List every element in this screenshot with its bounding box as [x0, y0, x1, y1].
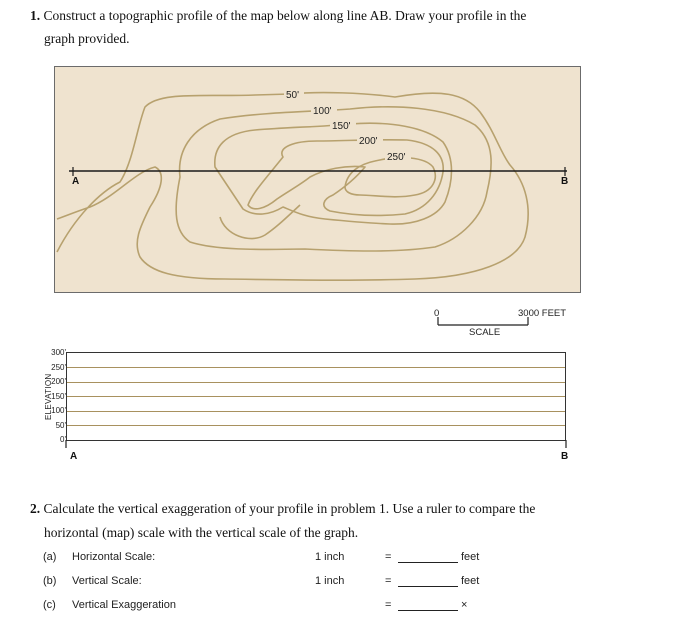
- row-a-unit: feet: [461, 551, 480, 563]
- contour-200: [248, 140, 443, 216]
- row-a-answer[interactable]: [398, 551, 479, 563]
- contour-label-150: 150': [332, 121, 351, 132]
- row-c-label: Vertical Exaggeration: [72, 599, 176, 611]
- y-tick-300: 300': [51, 348, 66, 357]
- map-point-a-label: A: [72, 176, 80, 187]
- row-a-inch: 1 inch: [315, 551, 345, 563]
- contour-label-100: 100': [313, 106, 332, 117]
- row-a-blank[interactable]: [398, 551, 458, 563]
- row-b-blank[interactable]: [398, 575, 458, 587]
- contour-label-200: 200': [359, 136, 378, 147]
- topographic-map: [54, 66, 581, 293]
- y-tick-0: 0': [60, 435, 66, 444]
- map-point-b-label: B: [561, 176, 569, 187]
- graph-edge-ticks: [62, 352, 574, 452]
- row-b-letter: (b): [43, 575, 57, 587]
- question-1-line-2: graph provided.: [44, 31, 130, 46]
- row-b-answer[interactable]: [398, 575, 479, 587]
- scale-zero: 0: [434, 308, 440, 319]
- row-a-label: Horizontal Scale:: [72, 551, 156, 563]
- y-tick-150: 150': [51, 392, 66, 401]
- graph-point-b-label: B: [561, 451, 569, 462]
- question-2-line-2: horizontal (map) scale with the vertical scale of the graph.: [44, 525, 359, 540]
- y-tick-200: 200': [51, 377, 66, 386]
- row-a-letter: (a): [43, 551, 57, 563]
- contour-250: [345, 158, 435, 197]
- graph-point-a-label: A: [70, 451, 78, 462]
- contour-label-250: 250': [387, 152, 406, 163]
- scale-label: SCALE: [469, 327, 501, 338]
- row-b-equals: =: [385, 575, 392, 587]
- graph-y-axis-label: ELEVATION: [44, 373, 53, 420]
- question-2-text: Calculate the vertical exaggeration of your profile in problem 1. Use a ruler to compare the: [43, 501, 536, 516]
- question-2-number: 2.: [30, 501, 41, 516]
- row-b-unit: feet: [461, 575, 480, 587]
- question-1-text: Construct a topographic profile of the map below along line AB. Draw your profile in the: [43, 8, 527, 23]
- contour-50: [57, 93, 528, 281]
- row-b-inch: 1 inch: [315, 575, 345, 587]
- row-c-letter: (c): [43, 599, 56, 611]
- row-c-blank[interactable]: [398, 599, 458, 611]
- question-1-line-1: [30, 6, 526, 26]
- y-tick-250: 250': [51, 363, 66, 372]
- scale-max: 3000 FEET: [518, 308, 567, 319]
- y-tick-50: 50': [55, 421, 66, 430]
- row-c-unit: ×: [461, 599, 468, 611]
- row-c-equals: =: [385, 599, 392, 611]
- contour-map-svg: [55, 67, 582, 294]
- question-1-number: 1.: [30, 8, 41, 23]
- question-2-line-1: [30, 499, 535, 519]
- row-a-equals: =: [385, 551, 392, 563]
- y-tick-100: 100': [51, 406, 66, 415]
- row-b-label: Vertical Scale:: [72, 575, 142, 587]
- contour-label-50: 50': [286, 90, 300, 101]
- row-c-answer[interactable]: [398, 599, 467, 611]
